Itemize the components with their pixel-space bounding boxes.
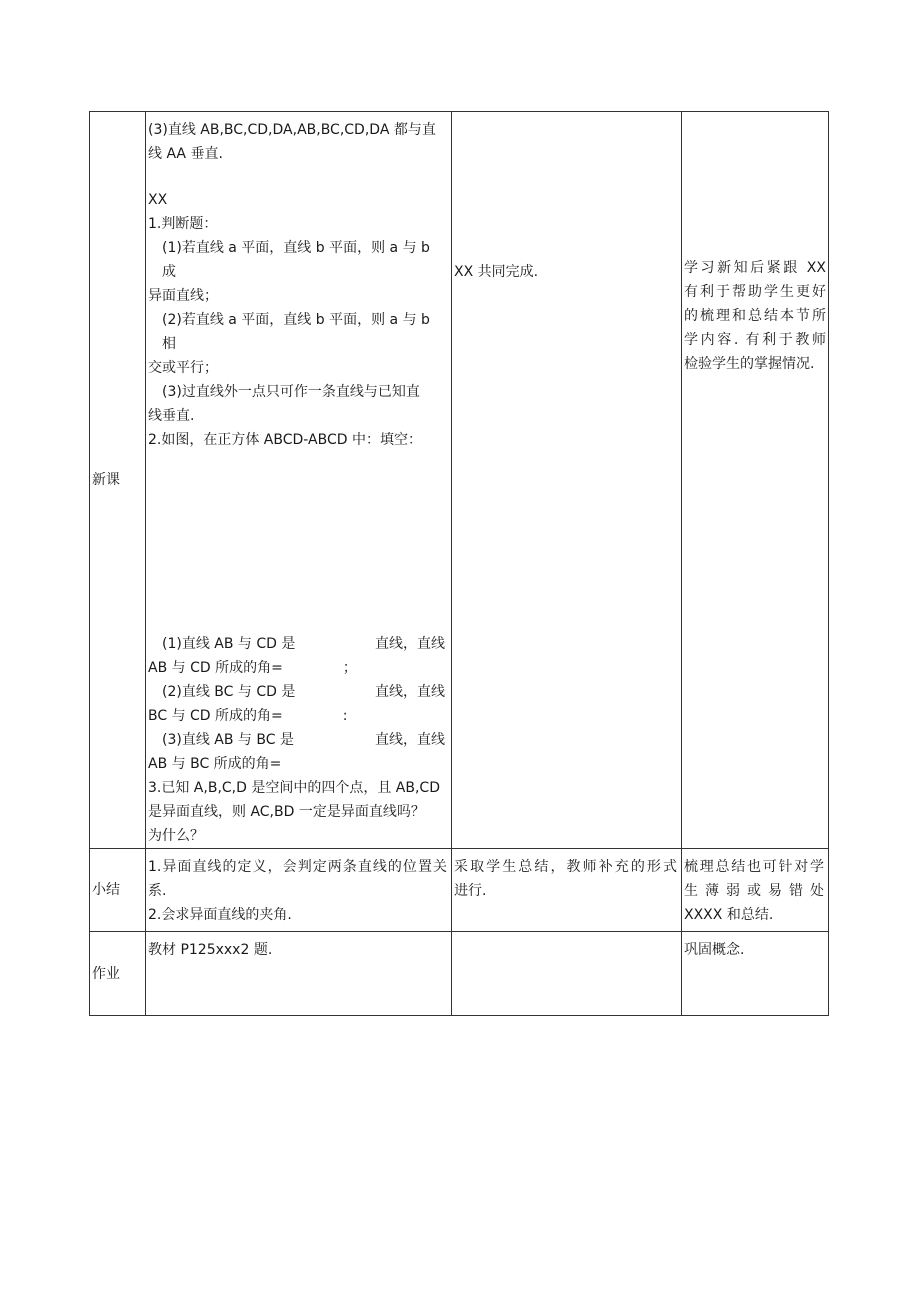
student-activity-cell-homework	[452, 932, 682, 1016]
student-activity-text: XX 共同完成.	[454, 264, 539, 280]
figure-space	[148, 452, 445, 632]
fill-blank-2: (2)直线 BC 与 CD 是 直线，直线	[162, 684, 445, 700]
purpose-line: 学习新知后紧跟 XX	[684, 260, 826, 276]
summary-line: 2.会求异面直线的夹角.	[148, 907, 292, 923]
stage-label-new-lesson: 新课	[90, 112, 146, 849]
question-1-title: 1.判断题：	[148, 216, 218, 232]
fill-blank-1: (1)直线 AB 与 CD 是 直线，直线	[162, 636, 445, 652]
student-activity-line: 进行.	[454, 883, 487, 899]
summary-line: 1.异面直线的定义，会判定两条直线的位置关	[148, 859, 447, 875]
purpose-line: XXXX 和总结.	[684, 907, 774, 923]
lesson-plan-table	[89, 111, 829, 1016]
question-1-item-1-cont: 异面直线；	[148, 288, 218, 304]
content-cell-homework	[146, 932, 452, 1016]
fill-blank-3-cont: AB 与 BC 所成的角=	[148, 756, 282, 772]
purpose-line: 梳理总结也可针对学	[684, 859, 824, 875]
stage-label-homework: 作业	[90, 932, 146, 1016]
content-cell-summary	[146, 849, 452, 932]
design-purpose-cell-summary	[682, 849, 829, 932]
purpose-line: 的梳理和总结本节所	[684, 308, 826, 324]
purpose-line: 学内容. 有利于教师	[684, 332, 826, 348]
purpose-line: 检验学生的掌握情况.	[684, 356, 815, 372]
homework-text: 教材 P125xxx2 题.	[148, 942, 273, 958]
question-1-item-3: (3)过直线外一点只可作一条直线与已知直	[162, 384, 420, 400]
question-3-line: 是异面直线，则 AC,BD 一定是异面直线吗？	[148, 804, 425, 820]
exercise-heading: XX	[148, 192, 168, 208]
fill-blank-1-cont: AB 与 CD 所成的角= ；	[148, 660, 357, 676]
content-cell-new-lesson	[146, 112, 452, 849]
content-line: (3)直线 AB,BC,CD,DA,AB,BC,CD,DA 都与直	[148, 122, 436, 138]
row-new-lesson	[90, 112, 829, 849]
question-3-line: 为什么？	[148, 828, 204, 844]
fill-blank-2-cont: BC 与 CD 所成的角= :	[148, 708, 348, 724]
purpose-line: 有利于帮助学生更好	[684, 284, 826, 300]
question-1-item-2: (2)若直线 a 平面，直线 b 平面，则 a 与 b 相	[162, 312, 435, 352]
student-activity-line: 采取学生总结，教师补充的形式	[454, 859, 677, 875]
purpose-text: 巩固概念.	[684, 942, 745, 958]
question-1-item-2-cont: 交或平行；	[148, 360, 218, 376]
content-line: 线 AA 垂直.	[148, 146, 223, 162]
design-purpose-cell-new-lesson	[682, 112, 829, 849]
question-3-line: 3.已知 A,B,C,D 是空间中的四个点，且 AB,CD	[148, 780, 440, 796]
student-activity-cell-new-lesson	[452, 112, 682, 849]
design-purpose-cell-homework	[682, 932, 829, 1016]
row-summary	[90, 849, 829, 932]
stage-label-summary: 小结	[90, 849, 146, 932]
question-1-item-3-cont: 线垂直.	[148, 408, 195, 424]
summary-line: 系.	[148, 883, 167, 899]
row-homework	[90, 932, 829, 1016]
question-1-item-1: (1)若直线 a 平面，直线 b 平面，则 a 与 b 成	[162, 240, 435, 280]
fill-blank-3: (3)直线 AB 与 BC 是 直线，直线	[162, 732, 445, 748]
purpose-line: 生薄弱或易错处	[684, 883, 824, 899]
student-activity-cell-summary	[452, 849, 682, 932]
question-2-title: 2.如图，在正方体 ABCD-ABCD 中：填空：	[148, 432, 422, 448]
